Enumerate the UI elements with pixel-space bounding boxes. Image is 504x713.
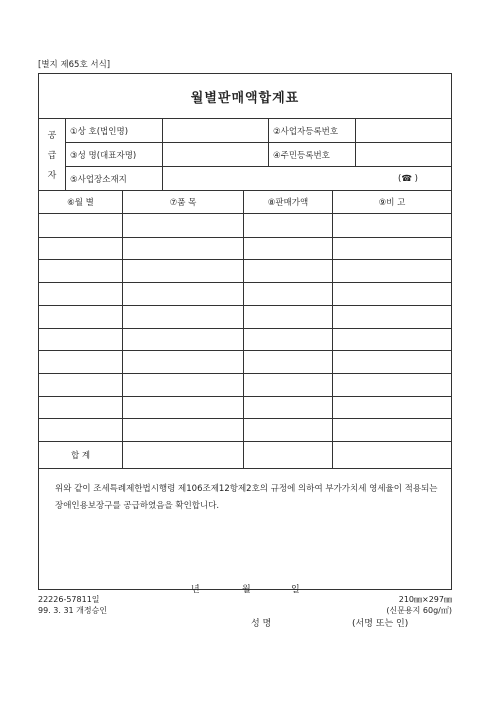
form-code: 22226-57811일 bbox=[38, 595, 100, 604]
confirmation-text: 위와 같이 조세특례제한법시행령 제106조제12항제2호의 규정에 의하여 부가가치세 영세율이 적용되는 장애인용보장구를 공급하였음을 확인합니다. bbox=[55, 484, 438, 511]
item-column-header: ⑦품 목 bbox=[169, 198, 197, 208]
paper-size: 210㎜×297㎜ bbox=[398, 595, 452, 604]
representative-field[interactable] bbox=[163, 143, 268, 166]
total-remarks-cell[interactable] bbox=[333, 442, 451, 468]
side-label-char-3: 자 bbox=[47, 170, 57, 181]
business-name-row bbox=[66, 119, 451, 143]
table-row-divider bbox=[39, 396, 451, 397]
table-row-divider bbox=[39, 237, 451, 238]
representative-label: ③성 명(대표자명) bbox=[70, 150, 137, 161]
sales-table-header bbox=[39, 191, 451, 214]
total-item-cell[interactable] bbox=[123, 442, 243, 468]
total-label: 합 계 bbox=[70, 451, 91, 461]
resident-reg-no-label: ④주민등록번호 bbox=[273, 150, 330, 161]
paper-type: (신문용지 60g/㎡) bbox=[386, 606, 452, 615]
side-label-char-2: 급 bbox=[47, 150, 57, 161]
signature-line bbox=[39, 616, 451, 630]
side-label-char-1: 공 bbox=[47, 131, 57, 142]
phone-field[interactable]: (☎ ) bbox=[398, 173, 418, 184]
address-row bbox=[66, 167, 451, 190]
business-name-field[interactable] bbox=[163, 119, 268, 142]
supplier-section bbox=[39, 119, 451, 191]
table-row-divider bbox=[39, 373, 451, 374]
date-day-label: 일 bbox=[291, 585, 300, 595]
total-amount-cell[interactable] bbox=[244, 442, 332, 468]
signature-note: (서명 또는 인) bbox=[352, 619, 409, 629]
approval-date: 99. 3. 31 개정승인 bbox=[38, 606, 108, 615]
address-label: ⑤사업장소재지 bbox=[70, 174, 127, 185]
table-row-divider bbox=[39, 418, 451, 419]
remarks-column-header: ⑨비 고 bbox=[378, 198, 406, 208]
table-row-divider bbox=[39, 350, 451, 351]
address-field[interactable] bbox=[163, 167, 396, 190]
representative-row bbox=[66, 143, 451, 167]
table-row-divider bbox=[39, 282, 451, 283]
date-year-label: 년 bbox=[191, 585, 200, 595]
table-row-divider bbox=[39, 259, 451, 260]
sales-table-body[interactable] bbox=[39, 214, 451, 442]
total-row bbox=[39, 442, 451, 469]
business-name-label: ①상 호(법인명) bbox=[70, 126, 129, 137]
footer-right bbox=[386, 594, 452, 616]
business-reg-no-field[interactable] bbox=[356, 119, 451, 142]
business-reg-no-label: ②사업자등록번호 bbox=[273, 126, 339, 137]
form-number: [별지 제65호 서식] bbox=[38, 60, 111, 70]
supplier-side-label bbox=[39, 119, 66, 190]
table-row-divider bbox=[39, 305, 451, 306]
form-title: 월별판매액합계표 bbox=[39, 74, 451, 119]
month-column-header: ⑥월 별 bbox=[67, 198, 94, 208]
name-label: 성 명 bbox=[251, 619, 272, 629]
table-row-divider bbox=[39, 328, 451, 329]
date-month-label: 월 bbox=[242, 585, 251, 595]
sales-amount-column-header: ⑧판매가액 bbox=[267, 198, 309, 208]
footer-left bbox=[38, 594, 107, 616]
resident-reg-no-field[interactable] bbox=[356, 143, 451, 166]
